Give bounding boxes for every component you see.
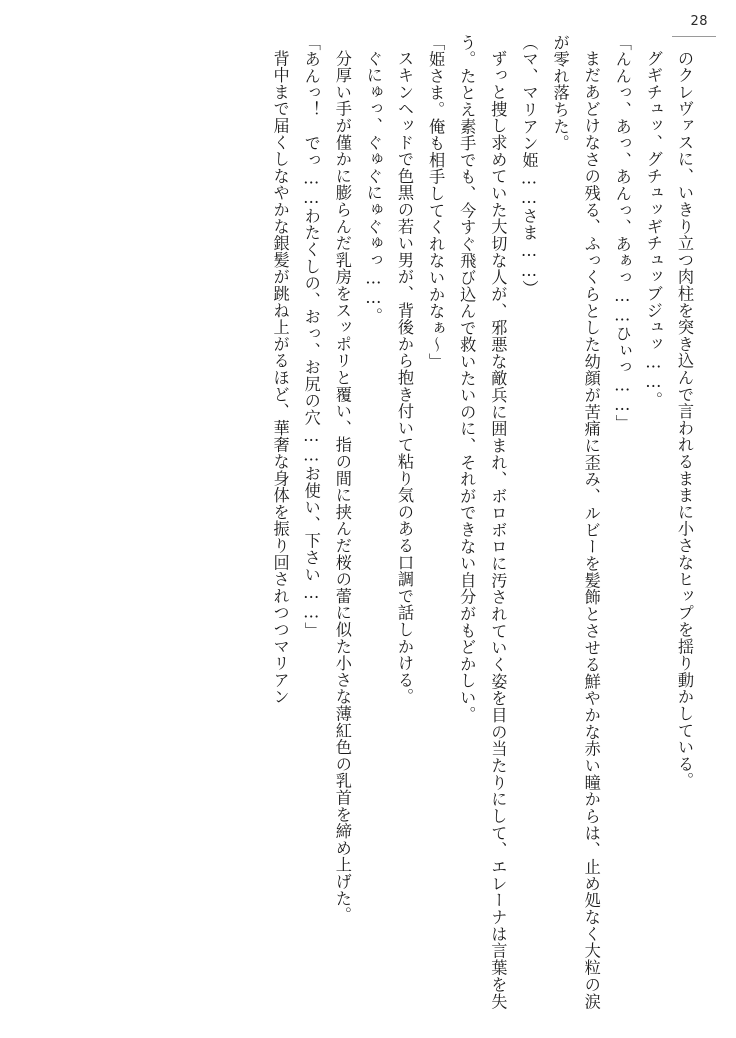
paragraph: のクレヴァスに、いきり立つ肉柱を突き込んで言われるままに小さなヒップを揺り動かしている。 (675, 50, 694, 790)
paragraph: 背中まで届くしなやかな銀髪が跳ね上がるほど、華奢な身体を振り回されつつマリアン (270, 50, 290, 706)
paragraph: グギチュッ、グチュッギチュッブジュッ……。 (643, 50, 663, 409)
paragraph: 分厚い手が僅かに膨らんだ乳房をスッポリと覆い、指の間に挟んだ桜の蕾に似た小さな薄紅色の乳首を締め上げた。 (332, 50, 352, 924)
page-body-text (34, 34, 700, 1010)
paragraph: ずっと捜し求めていた大切な人が、邪悪な敵兵に囲まれ、ボロボロに汚されていく姿を目の当たりにして、エレーナは言葉を失う。たとえ素手でも、今すぐ飛び込んで救いたいのに、それができない自分がもどかしい。 (457, 34, 508, 1010)
page-number: 28 (690, 14, 708, 29)
paragraph: スキンヘッドで色黒の若い男が、背後から抱き付いて粘り気のある口調で話しかける。 (395, 50, 415, 706)
paragraph: ぐにゅっ、ぐゅぐにゅぐゅっ……。 (363, 50, 383, 325)
paragraph: 「姫さま。俺も相手してくれないかなぁ～」 (426, 34, 446, 370)
paragraph: （マ、マリアン姫……さま……） (519, 34, 539, 298)
paragraph: 「あんっ！ でっ……わたくしの、おっ、お尻の穴……お使い、下さい……」 (301, 34, 321, 639)
paragraph: まだあどけなさの残る、ふっくらとした幼顔が苦痛に歪み、ルビーを髪飾とさせる鮮やかな赤い瞳からは、止め処なく大粒の涙が零れ落ちた。 (550, 34, 601, 1010)
paragraph: 「んんっ、あっ、あんっ、あぁっ……ひぃっ……」 (612, 34, 632, 432)
